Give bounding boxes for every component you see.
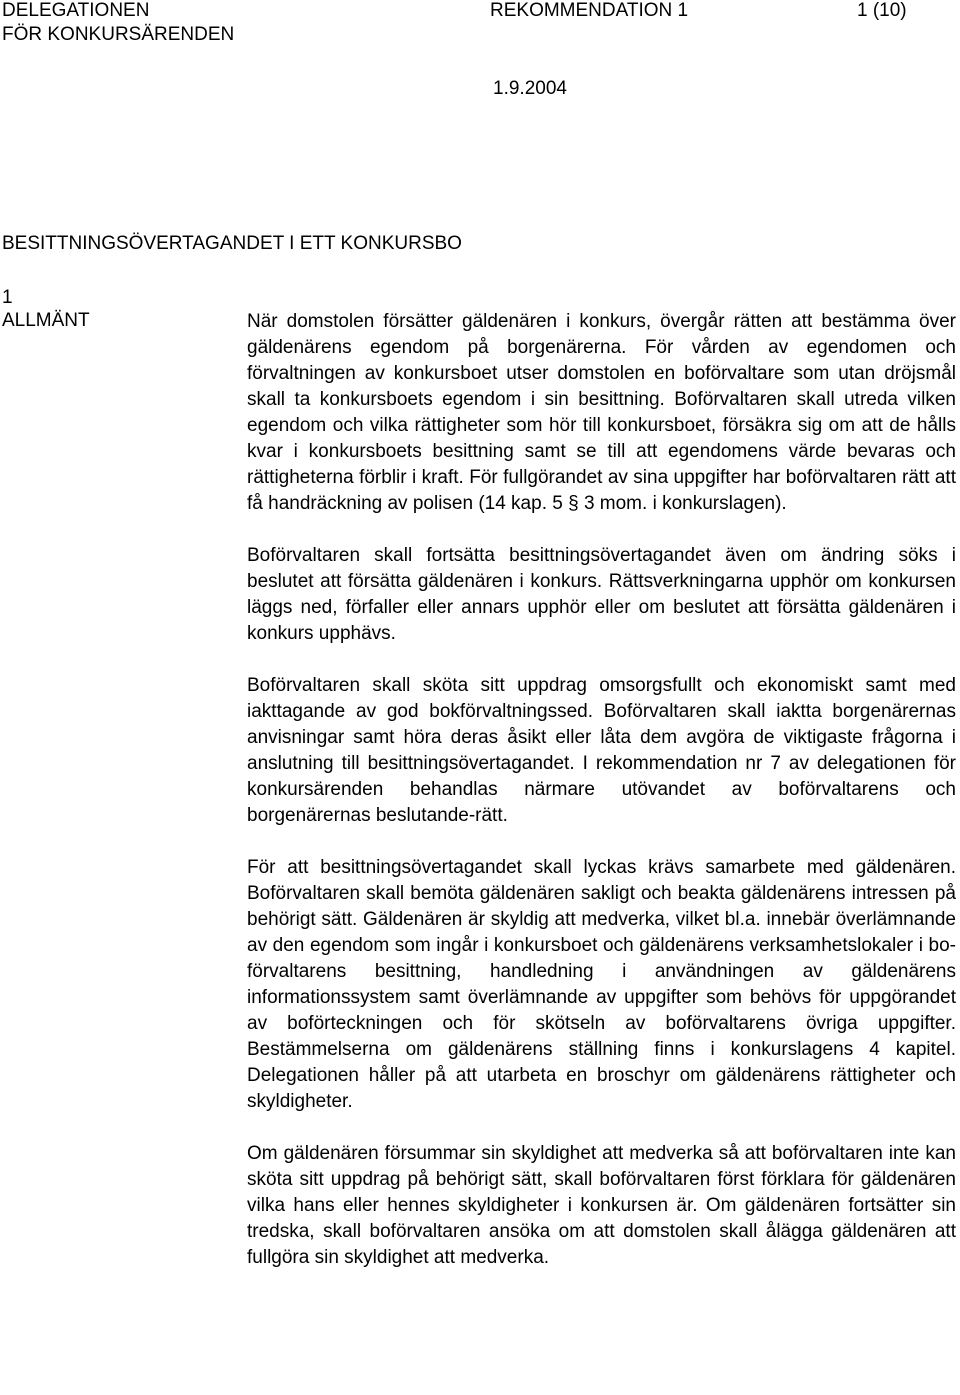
section-heading: ALLMÄNT xyxy=(2,310,90,331)
organization-name-line2: FÖR KONKURSÄRENDEN xyxy=(2,24,235,45)
document-title: BESITTNINGSÖVERTAGANDET I ETT KONKURSBO xyxy=(2,233,462,254)
paragraph-1: När domstolen försätter gäldenären i konkurs, övergår rätten att bestämma över gäldenärens egendom på borgenärerna. För vården av egendomen och förvaltningen av konkursboet utser domstolen en boförvaltare som utan dröjsmål skall ta konkursboets egendom i sin besittning. Boförvaltaren skall utreda vilken egendom och vilka rättigheter som hör till konkursboet, försäkra sig om att de hålls kvar i konkursboets besittning samt se till att egendomens värde bevaras och rättigheterna förblir i kraft. För fullgörandet av sina uppgifter har boförvaltaren rätt att få handräckning av polisen (14 kap. 5 § 3 mom. i konkurslagen). xyxy=(247,311,956,514)
document-date: 1.9.2004 xyxy=(493,78,567,99)
organization-name-line1: DELEGATIONEN xyxy=(2,0,150,21)
document-type: REKOMMENDATION 1 xyxy=(490,0,689,21)
page-number: 1 (10) xyxy=(857,0,907,21)
paragraph-5: Om gäldenären försummar sin skyldighet att medverka så att boförvaltaren inte kan sköta sitt uppdrag på behörigt sätt, skall boförvaltaren först förklara för gäldenären vilka hans eller hennes skyldigheter i konkursen är. Om gäldenären fortsätter sin tredska, skall boförvaltaren ansöka om att domstolen skall ålägga gäldenären att fullgöra sin skyldighet att medverka. xyxy=(247,1143,956,1268)
paragraph-4: För att besittningsövertagandet skall lyckas krävs samarbete med gäldenären. Boförvaltaren skall bemöta gäldenären sakligt och beakta gäldenärens intressen på behörigt sätt. Gäldenären är skyldig att medverka, vilket bl.a. innebär överlämnande av den egendom som ingår i konkursboet och gäldenärens verksamhetslokaler i bo-förvaltarens besittning, handledning i användningen av gäldenärens informationssystem samt överlämnande av uppgifter som behövs för uppgörandet av boförteckningen och för skötseln av boförvaltarens övriga uppgifter. Bestämmelserna om gäldenärens ställning finns i konkurslagens 4 kapitel. Delegationen håller på att utarbeta en broschyr om gäldenärens rättigheter och skyldigheter. xyxy=(247,857,956,1112)
paragraph-3: Boförvaltaren skall sköta sitt uppdrag omsorgsfullt och ekonomiskt samt med iakttagande av god bokförvaltningssed. Boförvaltaren skall iaktta borgenärernas anvisningar samt höra deras åsikt eller låta dem avgöra de viktigaste frågorna i anslutning till besittningsövertagandet. I rekommendation nr 7 av delegationen för konkursärenden behandlas närmare utövandet av boförvaltarens och borgenärernas beslutande-rätt. xyxy=(247,675,956,826)
paragraph-2: Boförvaltaren skall fortsätta besittningsövertagandet även om ändring söks i beslutet att försätta gäldenären i konkurs. Rättsverkningarna upphör om konkursen läggs ned, förfaller eller annars upphör eller om beslutet att försätta gäldenären i konkurs upphävs. xyxy=(247,545,956,644)
section-number: 1 xyxy=(2,287,13,308)
body-text xyxy=(247,309,956,1271)
